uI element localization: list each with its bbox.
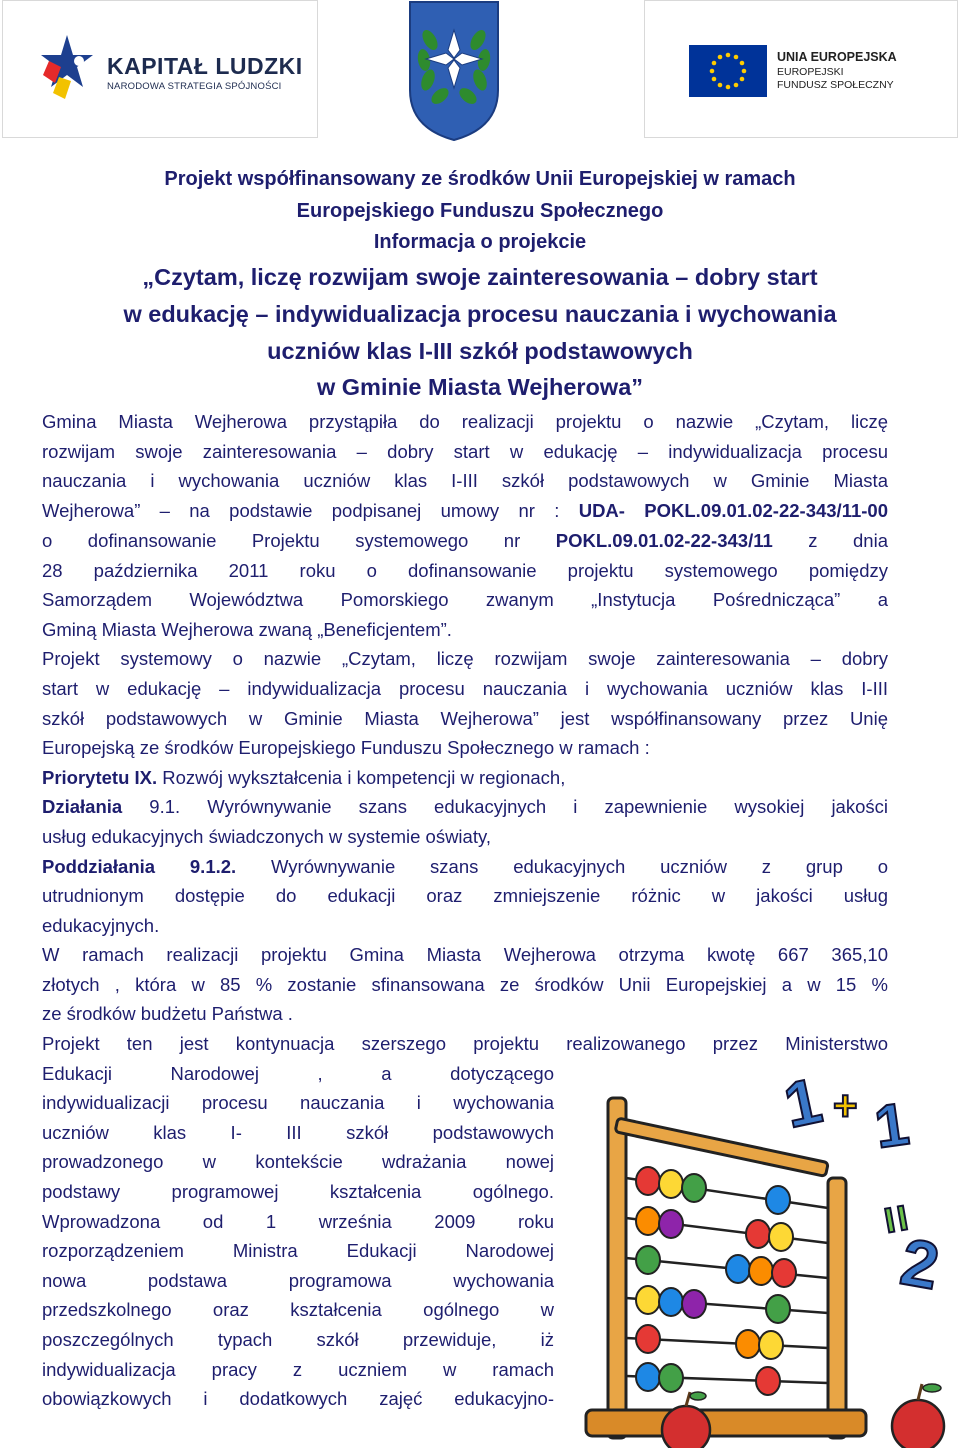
body-line: start w edukację – indywidualizacja procesu nauczania i wychowania uczniów klas I-III: [42, 678, 888, 699]
eu-subtitle-2: FUNDUSZ SPOŁECZNY: [777, 79, 894, 91]
body-line: podstawy programowej kształcenia ogólnego.: [42, 1181, 554, 1202]
body-line: [42, 499, 888, 523]
body-line: [42, 795, 888, 819]
body-line: rozwijam swoje zainteresowania – dobry start w edukację – indywidualizacja procesu: [42, 441, 888, 462]
body-text: o dofinansowanie Projektu systemowego nr: [42, 530, 556, 551]
body-line: uczniów klas I- III szkół podstawowych: [42, 1122, 554, 1143]
body-line: W ramach realizacji projektu Gmina Miasta Wejherowa otrzyma kwotę 667 365,10: [42, 944, 888, 965]
body-line: Edukacji Narodowej , a dotyczącego: [42, 1063, 554, 1084]
apple-icon: [892, 1384, 944, 1448]
priority-label: Priorytetu IX.: [42, 767, 158, 788]
kapital-ludzki-title: KAPITAŁ LUDZKI: [107, 53, 303, 79]
kapital-ludzki-star-icon: [39, 31, 95, 103]
digit-two-icon: 2: [895, 1223, 945, 1304]
body-line: indywidualizacja pracy z uczniem w ramach: [42, 1359, 554, 1380]
contract-number: UDA- POKL.09.01.02-22-343/11-00: [578, 500, 888, 521]
body-line: edukacyjnych.: [42, 915, 160, 936]
equals-sign-icon: =: [867, 1200, 925, 1238]
action-label: Działania: [42, 796, 123, 817]
heading-line-1: Projekt współfinansowany ze środków Unii Europejskiej w ramach: [164, 168, 796, 190]
body-line: Projekt systemowy o nazwie „Czytam, liczę rozwijam swoje zainteresowania – dobry: [42, 648, 888, 669]
digit-one-icon: 1: [777, 1063, 828, 1142]
body-line: Projekt ten jest kontynuacja szerszego projektu realizowanego przez Ministerstwo: [42, 1033, 888, 1054]
digit-one-icon: 1: [870, 1089, 913, 1161]
body-line: Gminą Miasta Wejherowa zwaną „Beneficjentem”.: [42, 619, 452, 640]
subaction-label: Poddziałania 9.1.2.: [42, 856, 237, 877]
body-line: rozporządzeniem Ministra Edukacji Narodowej: [42, 1240, 554, 1261]
project-number: POKL.09.01.02-22-343/11: [555, 530, 773, 551]
body-line: utrudnionym dostępie do edukacji oraz zmniejszenie różnic w jakości usług: [42, 885, 888, 906]
body-text: Wyrównywanie szans edukacyjnych uczniów z grup o: [236, 856, 888, 877]
body-text: z dnia: [772, 530, 888, 551]
body-line: [42, 529, 888, 553]
body-line: nauczania i wychowania uczniów klas I-III szkół podstawowych w Gminie Miasta: [42, 470, 888, 491]
body-line: [42, 855, 888, 879]
body-line: Wprowadzona od 1 września 2009 roku: [42, 1211, 554, 1232]
abacus-illustration: [578, 1058, 960, 1448]
body-line: obowiązkowych i dodatkowych zajęć edukacyjno-: [42, 1388, 554, 1409]
plus-sign-icon: +: [833, 1082, 858, 1129]
project-title-line-1: „Czytam, liczę rozwijam swoje zainteresowania – dobry start: [142, 264, 818, 290]
body-line: przedszkolnego oraz kształcenia ogólnego w: [42, 1299, 554, 1320]
body-line: nowa podstawa programowa wychowania: [42, 1270, 554, 1291]
eu-title: UNIA EUROPEJSKA: [777, 50, 897, 64]
body-text: 9.1. Wyrównywanie szans edukacyjnych i zapewnienie wysokiej jakości: [122, 796, 888, 817]
apple-icon: [662, 1392, 710, 1448]
eu-logo: [644, 0, 958, 138]
body-line: usług edukacyjnych świadczonych w systemie oświaty,: [42, 826, 491, 847]
abacus-beads: [636, 1167, 796, 1395]
body-line: Europejską ze środków Europejskiego Funduszu Społecznego w ramach :: [42, 737, 650, 758]
kapital-ludzki-logo: [2, 0, 318, 138]
eu-flag-icon: [689, 45, 767, 97]
heading-line-3: Informacja o projekcie: [373, 231, 587, 253]
project-title-line-2: w edukację – indywidualizacja procesu nauczania i wychowania: [123, 301, 837, 327]
body-line: Samorządem Województwa Pomorskiego zwanym „Instytucja Pośrednicząca” a: [42, 589, 888, 610]
heading-line-2: Europejskiego Funduszu Społecznego: [296, 200, 664, 222]
project-title-line-4: w Gminie Miasta Wejherowa”: [316, 374, 644, 400]
body-text: Wejherowa” – na podstawie podpisanej umowy nr :: [42, 500, 579, 521]
coat-of-arms-icon: [406, 0, 502, 142]
body-line: Gmina Miasta Wejherowa przystąpiła do realizacji projektu o nazwie „Czytam, liczę: [42, 411, 888, 432]
body-line: szkół podstawowych w Gminie Miasta Wejherowa” jest współfinansowany przez Unię: [42, 708, 888, 729]
body-line: indywidualizacji procesu nauczania i wychowania: [42, 1092, 554, 1113]
body-line: złotych , która w 85 % zostanie sfinansowana ze środków Unii Europejskiej a w 15 %: [42, 974, 888, 995]
body-line: ze środków budżetu Państwa .: [42, 1003, 293, 1024]
body-text: Rozwój wykształcenia i kompetencji w regionach,: [157, 767, 566, 788]
kapital-ludzki-subtitle: NARODOWA STRATEGIA SPÓJNOŚCI: [107, 81, 282, 92]
body-line: poszczególnych typach szkół przewiduje, iż: [42, 1329, 554, 1350]
project-title-line-3: uczniów klas I-III szkół podstawowych: [267, 338, 693, 364]
body-line: 28 października 2011 roku o dofinansowanie projektu systemowego pomiędzy: [42, 560, 888, 581]
body-line: prowadzonego w kontekście wdrażania nowej: [42, 1151, 554, 1172]
eu-subtitle-1: EUROPEJSKI: [777, 66, 844, 78]
body-line: [42, 766, 888, 790]
